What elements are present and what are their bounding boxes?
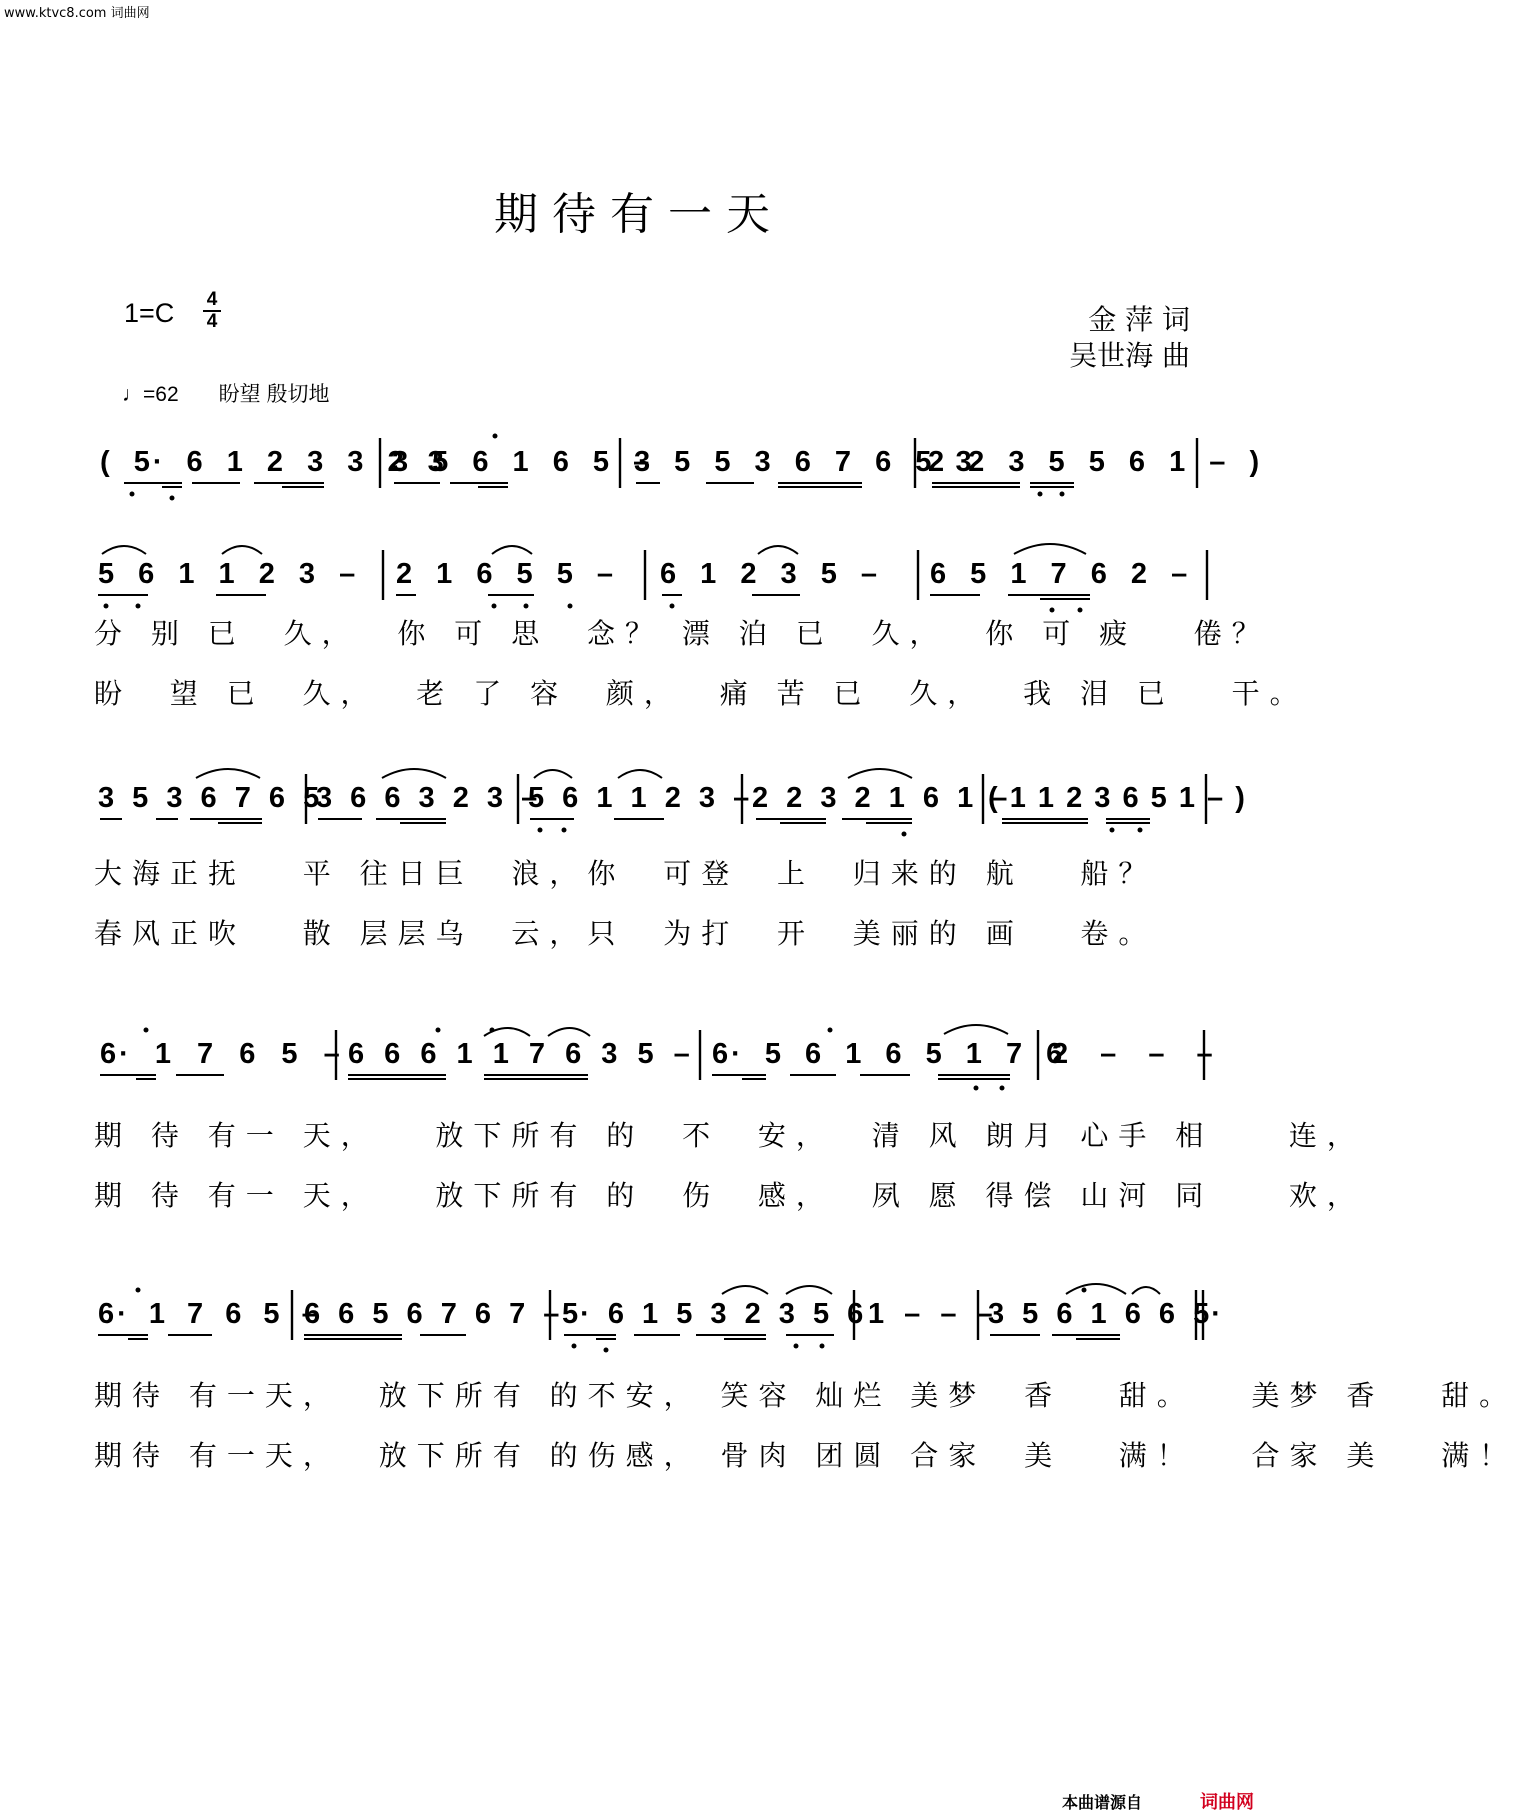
credits xyxy=(1069,302,1190,374)
staff-row-chorus-b xyxy=(0,1290,1278,1360)
lyrics-line: 期 待 有一 天， 放下所有 的 伤 感， 夙 愿 得偿 山河 同 欢， xyxy=(94,1179,1365,1212)
measure: 6 5 1 7 6 2 – xyxy=(930,558,1191,590)
lyrics-line: 期 待 有一 天， 放下所有 的 不 安， 清 风 朗月 心手 相 连， xyxy=(94,1119,1365,1152)
measure: 2 2 3 2 1 6 1 – xyxy=(752,782,1010,814)
measure: 5 6 1 1 2 3 – xyxy=(528,782,752,814)
measure: 6· 1 7 6 5 – xyxy=(98,1298,321,1330)
lyrics-line: 分 别 已 久， 你 可 思 念？ 漂 泊 已 久， 你 可 疲 倦？ xyxy=(94,617,1270,650)
lyricist-credit: 金 萍 词 xyxy=(1088,303,1190,336)
measure: 2 – – – xyxy=(1052,1038,1216,1070)
tempo-marking xyxy=(122,378,329,408)
measure: ( 5· 6 1 2 3 3 2 3 xyxy=(100,446,447,478)
measure: 2 1 6 5 5 – xyxy=(396,558,617,590)
key-signature: 1=C xyxy=(124,298,175,328)
measure: 2 2 3 5 5 6 1 – ) xyxy=(928,446,1263,478)
footer-site-logo[interactable]: 词曲网 xyxy=(1200,1792,1254,1813)
tempo-value: ♩=62 xyxy=(122,383,179,406)
time-signature-top: 4 xyxy=(206,289,218,310)
measure: 6· 1 7 6 5 – xyxy=(100,1038,343,1070)
measure: 3 5 6 1 6 6 5· xyxy=(988,1298,1223,1330)
song-title: 期待有一天 xyxy=(494,189,784,240)
tempo-mood: 盼望 殷切地 xyxy=(218,383,330,406)
measure: 5· 6 1 5 3 2 3 5 6 xyxy=(562,1298,866,1330)
measure: 6 6 6 1 1 7 6 3 5 – xyxy=(348,1038,692,1070)
lyrics-line: 盼 望 已 久， 老 了 容 颜， 痛 苦 已 久， 我 泪 已 干。 xyxy=(94,677,1308,710)
measure: 3 5 6 1 6 5 – xyxy=(392,446,653,478)
measure: 5 6 1 1 2 3 – xyxy=(98,558,359,590)
footer-source: 本曲谱源自 xyxy=(1062,1793,1143,1812)
measure: 1 – – – xyxy=(868,1298,996,1330)
measure: 6· 5 6 1 6 5 1 7 6 xyxy=(712,1038,1066,1070)
staff-row-intro xyxy=(0,438,1278,508)
measure: 3 5 3 6 7 6 5 xyxy=(98,782,322,814)
staff-row-chorus-a xyxy=(0,1030,1278,1100)
time-signature-bottom: 4 xyxy=(206,311,218,332)
measure: 3 5 5 3 6 7 6 5 3 xyxy=(634,446,975,478)
lyrics-line: 期待 有一天， 放下所有 的伤感， 骨肉 团圆 合家 美 满！ 合家 美 满！ xyxy=(94,1439,1517,1472)
site-header: www.ktvc8.com 词曲网 xyxy=(4,6,150,21)
measure: 3 6 6 3 2 3 – xyxy=(316,782,540,814)
staff-row-verse-b xyxy=(0,774,1278,844)
lyrics-line: 春风正吹 散 层层乌 云，只 为打 开 美丽的 画 卷。 xyxy=(94,917,1157,950)
measure: ( 1 1 2 3 6 5 1 – ) xyxy=(988,782,1246,814)
staff-row-verse-a xyxy=(0,550,1278,620)
lyrics-line: 期待 有一天， 放下所有 的不安， 笑容 灿烂 美梦 香 甜。 美梦 香 甜。 xyxy=(94,1379,1517,1412)
measure: 6 1 2 3 5 – xyxy=(660,558,881,590)
time-signature xyxy=(202,290,222,332)
measure: 6 6 5 6 7 6 7 – xyxy=(304,1298,562,1330)
composer-credit: 吴世海 曲 xyxy=(1069,339,1190,372)
lyrics-line: 大海正抚 平 往日巨 浪，你 可登 上 归来的 航 船？ xyxy=(94,857,1157,890)
